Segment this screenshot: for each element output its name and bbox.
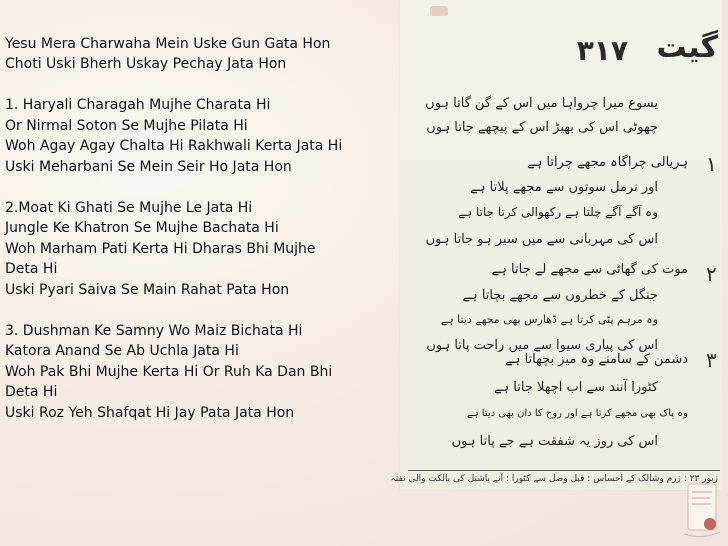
footnote: زبور ۲۳ : زرم وشالک کے احساس : قبل وصل سے کٹورا : آنے پاشتل کی بالکت والی نفتہ [390, 474, 718, 484]
stanza-number: ۱ [706, 152, 717, 176]
lyric-line: Deta Hi [5, 384, 58, 400]
lyric-line: Katora Anand Se Ab Uchla Jata Hi [5, 343, 239, 359]
urdu-line: وہ پاک بھی مجھے کرتا ہے اور روح کا دان بھی دیتا ہے [466, 408, 688, 419]
lyric-line: Uski Pyari Saiva Se Main Rahat Pata Hon [5, 282, 290, 298]
urdu-line: جنگل کے خطروں سے مجھے بچاتا ہے [462, 288, 658, 303]
urdu-line: دشمن کے سامنے وہ میز بچھاتا ہے [505, 352, 688, 367]
urdu-line: اس کی مہربانی سے میں سیر ہو جاتا ہوں [425, 232, 658, 247]
page-mark [430, 6, 448, 16]
lyric-line: Choti Uski Bherh Uskay Pechay Jata Hon [5, 56, 287, 72]
footnote-divider [408, 470, 720, 471]
urdu-line: ہریالی چراگاہ مجھے چراتا ہے [527, 155, 688, 170]
lyric-line: Yesu Mera Charwaha Mein Uske Gun Gata Hon [5, 36, 331, 52]
lyric-line: 3. Dushman Ke Samny Wo Maiz Bichata Hi [5, 323, 303, 339]
hymn-number: ۳۱۷ [576, 34, 628, 67]
urdu-line: وہ مرہم پٹی کرتا ہے ڈھارس بھی مجھے دیتا ہے [440, 313, 658, 326]
urdu-line: کٹورا آنند سے اب اچھلا جاتا ہے [493, 380, 658, 395]
lyric-line: 2.Moat Ki Ghati Se Mujhe Le Jata Hi [5, 200, 253, 216]
urdu-line: وہ آگے آگے چلتا ہے رکھوالی کرتا جاتا ہے [458, 205, 658, 219]
urdu-line: موت کی گھاٹی سے مجھے لے جاتا ہے [491, 262, 688, 277]
lyric-line: Uski Meharbani Se Mein Seir Ho Jata Hon [5, 159, 292, 175]
lyric-line: Uski Roz Yeh Shafqat Hi Jay Pata Jata Hon [5, 405, 295, 421]
lyric-line: Deta Hi [5, 261, 58, 277]
scroll-stamp-icon [680, 478, 724, 542]
lyric-line: Or Nirmal Soton Se Mujhe Pilata Hi [5, 118, 248, 134]
lyric-line: Woh Marham Pati Kerta Hi Dharas Bhi Mujhe [5, 241, 316, 257]
urdu-line: چھوٹی اس کی بھیڑ اس کے پیچھے جاتا ہوں [426, 120, 658, 135]
lyric-line: 1. Haryali Charagah Mujhe Charata Hi [5, 97, 271, 113]
hymn-title: گیت [656, 30, 718, 65]
urdu-line: اس کی روز یہ شفقت ہے جے پاتا ہوں [451, 434, 658, 449]
stanza-number: ۲ [706, 262, 717, 286]
lyric-line: Woh Pak Bhi Mujhe Kerta Hi Or Ruh Ka Dan Bhi [5, 364, 333, 380]
urdu-line: یسوع میرا چرواہا میں اس کے گن گاتا ہوں [425, 96, 658, 111]
stanza-number: ۳ [706, 348, 717, 372]
urdu-line: اس کی پیاری سیوا سے میں راحت پاتا ہوں [426, 338, 658, 353]
lyric-line: Woh Agay Agay Chalta Hi Rakhwali Kerta Jata Hi [5, 138, 343, 154]
lyric-line: Jungle Ke Khatron Se Mujhe Bachata Hi [5, 220, 279, 236]
urdu-line: اور نرمل سوتوں سے مجھے پلاتا ہے [470, 180, 658, 195]
